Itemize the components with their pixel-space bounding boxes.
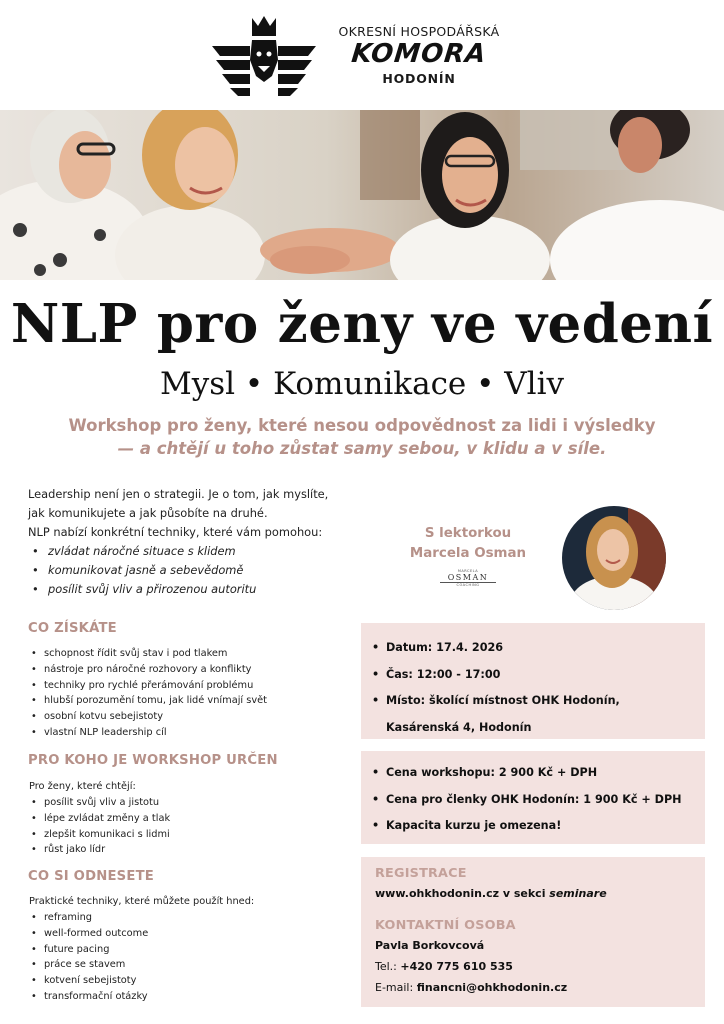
contact-email-label: E-mail:	[375, 981, 417, 994]
crowned-lion-wings-emblem	[210, 16, 318, 100]
list-item: • lépe zvládat změny a tlak	[30, 811, 170, 827]
page-subtitle: Mysl • Komunikace • Vliv	[160, 366, 564, 402]
event-date: • Datum: 17.4. 2026	[361, 635, 705, 662]
tagline	[30, 414, 694, 460]
registration-section[interactable]: seminare	[549, 887, 607, 900]
logo-wordmark	[328, 24, 510, 86]
logo-line-3: HODONÍN	[382, 71, 456, 86]
list-item: • nástroje pro náročné rozhovory a konflikty	[30, 662, 267, 678]
co-ziskate-list	[30, 646, 267, 741]
section-heading-co-si-odnesete: CO SI ODNESETE	[28, 869, 154, 884]
registration-contact-box	[361, 857, 705, 1007]
intro-list-item: • komunikovat jasně a sebevědomě	[28, 561, 368, 580]
hero-photo	[0, 110, 724, 280]
intro-list-item: • zvládat náročné situace s klidem	[28, 542, 368, 561]
price-members: • Cena pro členky OHK Hodonín: 1 900 Kč + DPH	[361, 787, 705, 814]
list-item: • reframing	[30, 910, 148, 926]
list-item: • práce se stavem	[30, 957, 148, 973]
page-title: NLP pro ženy ve vedení	[10, 293, 714, 355]
intro-paragraph-3: NLP nabízí konkrétní techniky, které vám pomohou:	[28, 525, 323, 539]
registration-url[interactable]: www.ohkhodonin.cz v sekci	[375, 887, 550, 900]
lecturer-label	[398, 524, 538, 564]
lecturer-label-line-1: S lektorkou	[424, 526, 512, 541]
pricing-box	[361, 751, 705, 844]
logo-line-1: OKRESNÍ HOSPODÁŘSKÁ	[338, 24, 500, 39]
lecturer-logo-small: MARCELA	[457, 569, 479, 573]
price-workshop: • Cena workshopu: 2 900 Kč + DPH	[361, 760, 705, 787]
contact-name: Pavla Borkovcová	[375, 939, 485, 952]
contact-email-address[interactable]: financni@ohkhodonin.cz	[416, 981, 568, 994]
list-item: • kotvení sebejistoty	[30, 973, 148, 989]
intro-paragraph-2: jak komunikujete a jak působíte na druhé.	[28, 506, 268, 520]
list-item: • posílit svůj vliv a jistotu	[30, 795, 170, 811]
contact-email	[375, 981, 567, 994]
list-item: • zlepšit komunikaci s lidmi	[30, 827, 170, 843]
event-details-box	[361, 623, 705, 739]
pro-koho-intro: Pro ženy, které chtějí:	[29, 781, 136, 792]
lecturer-logo	[440, 569, 496, 589]
tagline-line-2: — a chtějí u toho zůstat samy sebou, v klidu a v síle.	[117, 439, 607, 458]
list-item: • transformační otázky	[30, 989, 148, 1005]
list-item: • techniky pro rychlé přerámování problému	[30, 678, 267, 694]
lecturer-logo-sub: COACHING	[456, 583, 480, 587]
co-si-odnesete-list	[30, 910, 148, 1005]
contact-heading: KONTAKTNÍ OSOBA	[375, 918, 516, 933]
list-item: • vlastní NLP leadership cíl	[30, 725, 267, 741]
registration-heading: REGISTRACE	[375, 866, 467, 881]
section-heading-co-ziskate: CO ZÍSKÁTE	[28, 621, 117, 636]
list-item: • růst jako lídr	[30, 842, 170, 858]
lecturer-photo	[562, 506, 666, 610]
logo-line-2: KOMORA	[350, 39, 488, 69]
lecturer-name: Marcela Osman	[409, 546, 527, 561]
list-item: • well-formed outcome	[30, 926, 148, 942]
chamber-logo	[210, 16, 510, 100]
section-heading-pro-koho: PRO KOHO JE WORKSHOP URČEN	[28, 753, 278, 768]
contact-phone-label: Tel.:	[375, 960, 401, 973]
event-place: • Místo: školící místnost OHK Hodonín,	[361, 688, 705, 715]
list-item: • schopnost řídit svůj stav i pod tlakem	[30, 646, 267, 662]
intro-text	[28, 485, 368, 599]
contact-phone	[375, 960, 513, 973]
list-item: • future pacing	[30, 942, 148, 958]
intro-paragraph-1: Leadership není jen o strategii. Je o tom, jak myslíte,	[28, 487, 329, 501]
lecturer-logo-big: OSMAN	[440, 573, 496, 583]
co-si-odnesete-intro: Praktické techniky, které můžete použít hned:	[29, 896, 255, 907]
pro-koho-list	[30, 795, 170, 858]
list-item: • hlubší porozumění tomu, jak lidé vnímají svět	[30, 693, 267, 709]
capacity-note: • Kapacita kurzu je omezena!	[361, 813, 705, 840]
list-item: • osobní kotvu sebejistoty	[30, 709, 267, 725]
contact-phone-number[interactable]: +420 775 610 535	[400, 960, 513, 973]
intro-list	[28, 542, 368, 599]
event-address: Kasárenská 4, Hodonín	[386, 720, 532, 734]
tagline-line-1: Workshop pro ženy, které nesou odpovědnost za lidi i výsledky	[68, 416, 656, 435]
registration-link[interactable]	[375, 887, 607, 900]
event-time: • Čas: 12:00 - 17:00	[361, 662, 705, 689]
intro-list-item: • posílit svůj vliv a přirozenou autoritu	[28, 580, 368, 599]
